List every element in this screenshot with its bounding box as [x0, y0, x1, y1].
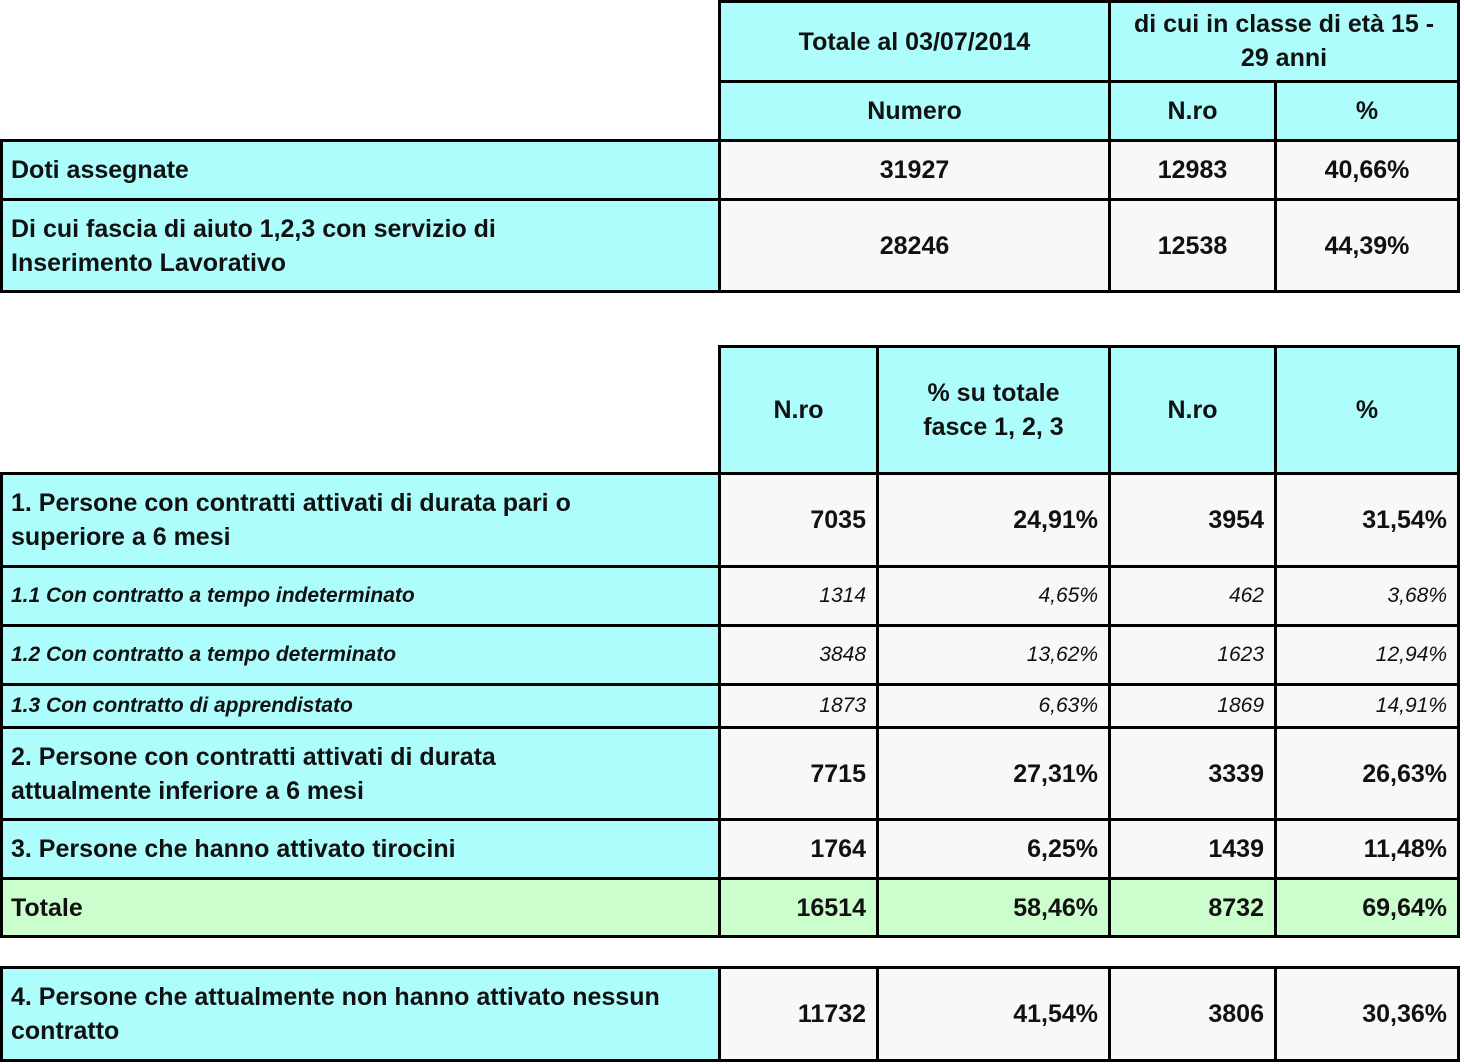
- cell-value: 3954: [1208, 506, 1264, 534]
- cell-pct-fasce: [876, 472, 1111, 568]
- cell-value: 30,36%: [1362, 1000, 1447, 1028]
- cell-nro: [718, 624, 879, 686]
- row-label-totale: [0, 877, 721, 938]
- cell-pct-age: [1274, 624, 1460, 686]
- cell-value: 26,63%: [1362, 759, 1447, 788]
- header-pct: [1274, 80, 1460, 142]
- cell-value: 1623: [1217, 643, 1264, 666]
- cell-nro-age: [1108, 472, 1277, 568]
- cell-value: 13,62%: [1026, 643, 1098, 666]
- cell-nro: [718, 683, 879, 729]
- cell-value: 16514: [796, 893, 866, 922]
- cell-pct-age: [1274, 472, 1460, 568]
- cell-value: 3,68%: [1387, 584, 1447, 607]
- cell-value: 58,46%: [1013, 893, 1098, 922]
- cell-value: 1314: [819, 584, 866, 607]
- row-label-text: 2. Persone con contratti attivati di durata attualmente inferiore a 6 mesi: [11, 742, 496, 805]
- cell-pct-fasce: [876, 877, 1111, 938]
- cell-value: 462: [1228, 584, 1264, 607]
- cell-value: 12,94%: [1375, 643, 1447, 666]
- cell-pct-age: [1274, 966, 1460, 1062]
- row-label-text: 1.2 Con contratto a tempo determinato: [11, 643, 397, 666]
- cell-value: 12538: [1157, 231, 1228, 260]
- header-numero: [718, 80, 1111, 142]
- cell-nro-age: [1108, 624, 1277, 686]
- header-total: [718, 0, 1111, 83]
- header-text: N.ro: [773, 396, 824, 424]
- cell-value: 27,31%: [1013, 759, 1098, 788]
- row-label-fascia-aiuto: [0, 198, 721, 293]
- cell-value: 1439: [1208, 835, 1264, 863]
- cell-pct-fasce: [876, 683, 1111, 729]
- row-label-apprendistato: [0, 683, 721, 729]
- header-age-class-text: di cui in classe di età 15 - 29 anni: [1133, 10, 1435, 72]
- cell-numero: [718, 198, 1111, 293]
- header2-nro-age: [1108, 345, 1277, 475]
- header-nro-text: N.ro: [1167, 97, 1218, 125]
- cell-value: 24,91%: [1013, 506, 1098, 534]
- cell-nro: [718, 472, 879, 568]
- cell-value: 40,66%: [1324, 156, 1410, 184]
- cell-nro-age: [1108, 877, 1277, 938]
- header-age-class: [1108, 0, 1460, 83]
- cell-nro: [718, 966, 879, 1062]
- cell-pct: [1274, 139, 1460, 201]
- cell-value: 3848: [819, 643, 866, 666]
- row-label-text: 1. Persone con contratti attivati di durata pari o superiore a 6 mesi: [11, 489, 571, 551]
- row-label-text: Di cui fascia di aiuto 1,2,3 con servizio di Inserimento Lavorativo: [11, 214, 496, 277]
- cell-nro: [718, 818, 879, 880]
- header-nro: [1108, 80, 1277, 142]
- cell-nro: [1108, 139, 1277, 201]
- row-label-tirocini: [0, 818, 721, 880]
- cell-value: 11732: [797, 1000, 866, 1028]
- cell-nro-age: [1108, 966, 1277, 1062]
- cell-value: 31927: [879, 156, 950, 184]
- cell-value: 3339: [1208, 759, 1264, 788]
- cell-nro: [1108, 198, 1277, 293]
- header2-nro-total: [718, 345, 879, 475]
- cell-pct-age: [1274, 683, 1460, 729]
- header2-pct-age: [1274, 345, 1460, 475]
- header-total-text: Totale al 03/07/2014: [798, 27, 1031, 56]
- header2-pct-fasce: [876, 345, 1111, 475]
- row-label-text: Doti assegnate: [11, 156, 189, 184]
- cell-value: 14,91%: [1375, 694, 1447, 717]
- cell-pct-age: [1274, 877, 1460, 938]
- cell-pct-fasce: [876, 966, 1111, 1062]
- cell-value: 41,54%: [1013, 1000, 1098, 1028]
- row-label-nessun-contratto: [0, 966, 721, 1062]
- cell-pct: [1274, 198, 1460, 293]
- cell-pct-age: [1274, 565, 1460, 627]
- cell-numero: [718, 139, 1111, 201]
- cell-pct-fasce: [876, 726, 1111, 821]
- cell-pct-age: [1274, 818, 1460, 880]
- cell-value: 3806: [1208, 1000, 1264, 1028]
- cell-nro: [718, 877, 879, 938]
- cell-nro-age: [1108, 818, 1277, 880]
- row-label-text: 3. Persone che hanno attivato tirocini: [11, 835, 456, 863]
- header-numero-text: Numero: [867, 97, 962, 125]
- cell-value: 6,63%: [1038, 694, 1098, 717]
- header-text: % su totale fasce 1, 2, 3: [923, 379, 1064, 441]
- cell-nro-age: [1108, 726, 1277, 821]
- header-text: N.ro: [1167, 396, 1218, 424]
- cell-value: 8732: [1208, 893, 1264, 922]
- cell-value: 7035: [810, 506, 866, 534]
- cell-nro-age: [1108, 565, 1277, 627]
- row-label-text: 1.3 Con contratto di apprendistato: [11, 694, 353, 717]
- cell-pct-fasce: [876, 624, 1111, 686]
- cell-nro: [718, 726, 879, 821]
- cell-nro-age: [1108, 683, 1277, 729]
- cell-pct-fasce: [876, 818, 1111, 880]
- row-label-text: Totale: [11, 893, 83, 922]
- cell-value: 7715: [810, 759, 866, 788]
- cell-value: 4,65%: [1038, 584, 1098, 607]
- header-text: %: [1355, 396, 1379, 424]
- cell-value: 12983: [1157, 156, 1228, 184]
- row-label-contratti-6-mesi: [0, 472, 721, 568]
- cell-value: 44,39%: [1324, 231, 1410, 260]
- cell-value: 28246: [879, 231, 950, 260]
- row-label-determinato: [0, 624, 721, 686]
- cell-value: 6,25%: [1027, 835, 1098, 863]
- row-label-text: 4. Persone che attualmente non hanno attivato nessun contratto: [11, 983, 660, 1045]
- row-label-indeterminato: [0, 565, 721, 627]
- header-pct-text: %: [1355, 97, 1379, 125]
- cell-pct-age: [1274, 726, 1460, 821]
- row-label-inferiore-6-mesi: [0, 726, 721, 821]
- cell-value: 1873: [819, 694, 866, 717]
- cell-value: 31,54%: [1362, 506, 1447, 534]
- row-label-doti-assegnate: [0, 139, 721, 201]
- row-label-text: 1.1 Con contratto a tempo indeterminato: [11, 584, 415, 607]
- cell-value: 1764: [810, 835, 866, 863]
- cell-value: 1869: [1217, 694, 1264, 717]
- cell-nro: [718, 565, 879, 627]
- cell-pct-fasce: [876, 565, 1111, 627]
- cell-value: 11,48%: [1363, 835, 1447, 863]
- cell-value: 69,64%: [1362, 893, 1447, 922]
